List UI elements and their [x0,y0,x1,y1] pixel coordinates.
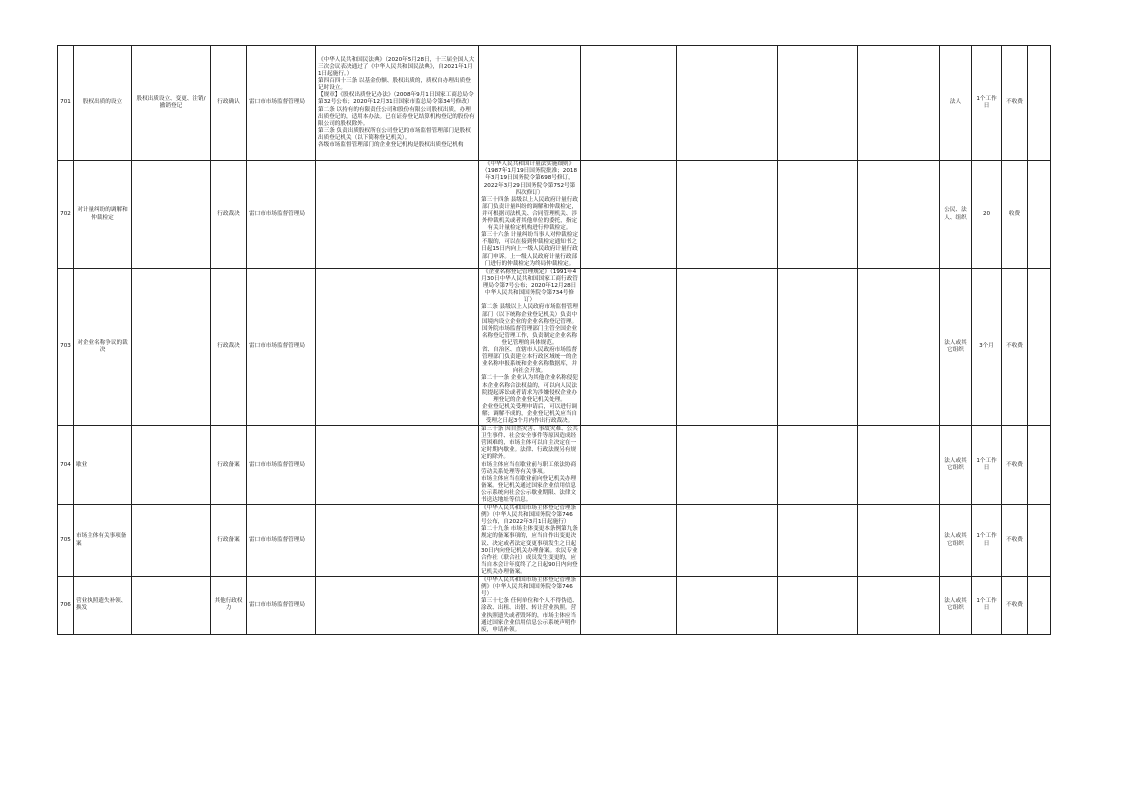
empty-cell [581,269,677,426]
table-row [58,426,1051,505]
time-limit: 20 [972,161,1002,269]
sub-item-name [132,577,211,635]
legal-basis-alt: 第三十条 因自然灾害、事故灾难、公共卫生事件、社会安全事件等原因造成经营困难的，市场主体可以自主决定在一定时期内歇业。法律、行政法规另有规定的除外。 市场主体应当在歇业前与职工依法协商劳动关系处理等有关事项。 市场主体应当在歇业前向登记机关办理备案。登记机关通过国家企业信用信息公示系统向社会公示歇业期限、法律文书送达地址等信息。 [479,426,581,505]
empty-cell [778,577,858,635]
service-subject: 法人或其它组织 [940,269,972,426]
sub-item-name [132,269,211,426]
time-limit: 1个工作日 [972,46,1002,161]
implementing-department: 雷口市市场监督管理局 [247,161,316,269]
time-limit: 1个工作日 [972,577,1002,635]
empty-cell [1028,577,1051,635]
row-number: 701 [58,46,74,161]
service-subject: 法人或其它组织 [940,426,972,505]
fee-status: 收费 [1002,161,1028,269]
empty-cell [581,577,677,635]
empty-cell [581,505,677,577]
row-number: 706 [58,577,74,635]
sub-item-name [132,161,211,269]
power-list-table [57,45,1051,635]
empty-cell [858,577,940,635]
empty-cell [778,46,858,161]
empty-cell [858,161,940,269]
empty-cell [677,46,778,161]
empty-cell [1028,46,1051,161]
table-row [58,46,1051,161]
item-name: 市场主体有关事项备案 [74,505,132,577]
table-row [58,269,1051,426]
legal-basis-alt: 《中华人民共和国市场主体登记管理条例》（中华人民共和国国务院令第746号公布，自2022年3月1日起施行） 第二十九条 市场主体变更本条例第九条规定的备案事项的，应当自作出变更决议、决定或者法定变更事项发生之日起30日内向登记机关办理备案。农民专业合作社（联合社）成员发生变更的，应当自本会计年度终了之日起90日内向登记机关办理备案。 [479,505,581,577]
table-row [58,161,1051,269]
power-type: 其他行政权力 [211,577,247,635]
empty-cell [1028,161,1051,269]
power-type: 行政裁决 [211,161,247,269]
empty-cell [1028,426,1051,505]
fee-status: 不收费 [1002,46,1028,161]
fee-status: 不收费 [1002,269,1028,426]
fee-status: 不收费 [1002,426,1028,505]
time-limit: 3个月 [972,269,1002,426]
power-type: 行政确认 [211,46,247,161]
empty-cell [677,269,778,426]
empty-cell [858,505,940,577]
service-subject: 法人 [940,46,972,161]
time-limit: 1个工作日 [972,426,1002,505]
legal-basis-alt: 《企业名称登记管理规定》（1991年4月30日中华人民共和国国家工商行政管理局令第7号公布；2020年12月28日中华人民共和国国务院令第734号修订） 第二条 县级以上人民政府市场监督管理部门（以下统称企业登记机关）负责中国境内设立企业的企业名称登记管理。 国务院市场监督管理部门主管全国企业名称登记管理工作，负责制定企业名称登记管理的具体规范。 省、自治区、直辖市人民政府市场监督管理部门负责建立本行政区域统一的企业名称申报系统和企业名称数据库，并向社会开放。 第二十一条 企业认为其他企业名称侵犯本企业名称合法权益的，可以向人民法院提起诉讼或者请求为涉嫌侵权企业办理登记的企业登记机关处理。 企业登记机关受理申请后，可以进行调解；调解不成的，企业登记机关应当自受理之日起3个月内作出行政裁决。 [479,269,581,426]
empty-cell [677,505,778,577]
empty-cell [581,426,677,505]
empty-cell [858,426,940,505]
empty-cell [581,161,677,269]
sub-item-name [132,426,211,505]
legal-basis-alt: 《中华人民共和国市场主体登记管理条例》（中华人民共和国国务院令第746号） 第三十七条 任何单位和个人不得伪造、涂改、出租、出借、转让营业执照。营业执照遗失或者毁坏的，市场主体应当通过国家企业信用信息公示系统声明作废，申请补领。 [479,577,581,635]
item-name: 对企业名称争议的裁决 [74,269,132,426]
service-subject: 法人或其它组织 [940,577,972,635]
implementing-department: 雷口市市场监督管理局 [247,269,316,426]
table-row [58,577,1051,635]
empty-cell [581,46,677,161]
service-subject: 法人或其它组织 [940,505,972,577]
legal-basis [316,426,479,505]
implementing-department: 雷口市市场监督管理局 [247,46,316,161]
item-name: 歇业 [74,426,132,505]
implementing-department: 雷口市市场监督管理局 [247,505,316,577]
empty-cell [858,46,940,161]
sub-item-name: 股权出质设立、变更、注销/撤销登记 [132,46,211,161]
empty-cell [1028,269,1051,426]
item-name: 对计量纠纷的调解和仲裁检定 [74,161,132,269]
empty-cell [677,426,778,505]
empty-cell [1028,505,1051,577]
implementing-department: 雷口市市场监督管理局 [247,577,316,635]
power-type: 行政备案 [211,426,247,505]
power-type: 行政裁决 [211,269,247,426]
empty-cell [677,161,778,269]
table-row [58,505,1051,577]
empty-cell [858,269,940,426]
time-limit: 1个工作日 [972,505,1002,577]
service-subject: 公民、法人、组织 [940,161,972,269]
item-name: 股权出质的设立 [74,46,132,161]
empty-cell [677,577,778,635]
row-number: 704 [58,426,74,505]
row-number: 705 [58,505,74,577]
fee-status: 不收费 [1002,505,1028,577]
legal-basis [316,577,479,635]
row-number: 703 [58,269,74,426]
implementing-department: 雷口市市场监督管理局 [247,426,316,505]
legal-basis-alt [479,46,581,161]
power-type: 行政备案 [211,505,247,577]
item-name: 营业执照遗失补领、换发 [74,577,132,635]
fee-status: 不收费 [1002,577,1028,635]
legal-basis [316,505,479,577]
empty-cell [778,269,858,426]
empty-cell [778,426,858,505]
empty-cell [778,505,858,577]
legal-basis-alt: 《中华人民共和国计量法实施细则》（1987年1月19日国务院批准；2018年3月19日国务院令第698号修订，2022年3月29日国务院令第752号第四次修订） 第三十四条 县级以上人民政府计量行政部门负责计量纠纷的调解和仲裁检定，并可根据司法机关、合同管理机关、涉外仲裁机关或者其他单位的委托，指定有关计量检定机构进行仲裁检定。 第三十六条 计量纠纷当事人对仲裁检定不服的，可以在接到仲裁检定通知书之日起15日内向上一级人民政府计量行政部门申诉。上一级人民政府计量行政部门进行的仲裁检定为终局仲裁检定。 [479,161,581,269]
legal-basis: 《中华人民共和国民法典》（2020年5月28日，十三届全国人大三次会议表决通过了《中华人民共和国民法典》，自2021年1月1日起施行。） 第四百四十三条 以基金份额、股权出质的，质权自办理出质登记时设立。 【规章】《股权出质登记办法》（2008年9月1日国家工商总局令第32号公布；2020年12月31日国家市监总局令第34号修改） 第二条 以持有的有限责任公司和股份有限公司股权出质，办理出质登记的，适用本办法。已在证券登记结算机构登记的股份有限公司的股权除外。 第三条 负责出质股权所在公司登记的市场监督管理部门是股权出质登记机关（以下简称登记机关）。 各级市场监督管理部门的企业登记机构是股权出质登记机构 [316,46,479,161]
empty-cell [778,161,858,269]
legal-basis [316,269,479,426]
legal-basis [316,161,479,269]
sub-item-name [132,505,211,577]
row-number: 702 [58,161,74,269]
